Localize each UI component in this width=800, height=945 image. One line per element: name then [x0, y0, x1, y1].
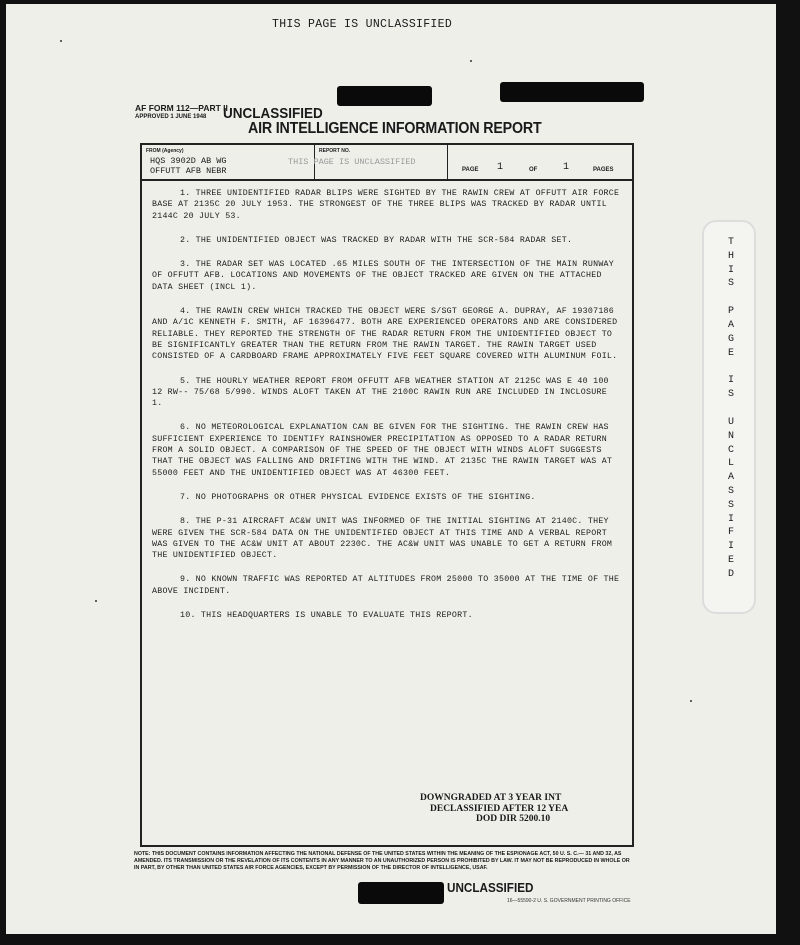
report-paragraph: 9. NO KNOWN TRAFFIC WAS REPORTED AT ALTITUDES FROM 25000 TO 35000 AT THE TIME OF THE ABOVE INCIDENT. [152, 575, 620, 596]
pages-label: PAGES [593, 167, 614, 173]
side-stamp-letter: E [727, 347, 734, 359]
form-identifier [135, 104, 228, 122]
side-stamp-letter: H [727, 250, 734, 262]
side-stamp-gap [726, 360, 736, 374]
side-stamp-letter: E [727, 554, 734, 566]
scan-speck [690, 700, 692, 702]
redaction-bar [500, 82, 644, 102]
report-paragraph: 7. NO PHOTOGRAPHS OR OTHER PHYSICAL EVIDENCE EXISTS OF THE SIGHTING. [180, 492, 536, 502]
header-divider [447, 145, 448, 179]
side-stamp-gap [726, 402, 736, 416]
report-paragraph: 3. THE RADAR SET WAS LOCATED .65 MILES SOUTH OF THE INTERSECTION OF THE MAIN RUNWAY OF OFFUTT AFB. LOCATIONS AND MOVEMENTS OF THE OBJECT TRACKED ARE GIVEN ON THE ATTACHED DATA SHEET (INCL 1). [152, 260, 615, 292]
side-stamp-letter: I [727, 375, 734, 387]
report-paragraph: 5. THE HOURLY WEATHER REPORT FROM OFFUTT AFB WEATHER STATION AT 2125C WAS E 40 100 12 RW-- 75/68 5/990. WINDS ALOFT TAKEN AT THE 2100C RAWIN RUN ARE INCLUDED IN INCLOSURE 1. [152, 376, 609, 409]
from-agency-line: OFFUTT AFB NEBR [150, 166, 227, 176]
from-label: FROM (Agency) [146, 148, 184, 154]
side-stamp-letter: S [727, 499, 734, 511]
downgrade-line: DOD DIR 5200.10 [476, 814, 551, 824]
redaction-bar [358, 882, 444, 904]
side-stamp-letter: T [727, 237, 734, 248]
page-number: 1 [497, 162, 504, 173]
side-stamp-letter: S [727, 485, 734, 497]
side-stamp-gap [726, 291, 736, 305]
of-label: OF [529, 167, 538, 173]
side-stamp-letter: S [727, 389, 734, 401]
report-title: AIR INTELLIGENCE INFORMATION REPORT [248, 120, 542, 137]
report-paragraph: 2. THE UNIDENTIFIED OBJECT WAS TRACKED BY RADAR WITH THE SCR-584 RADAR SET. [180, 235, 573, 245]
espionage-act-notice: NOTE: THIS DOCUMENT CONTAINS INFORMATION AFFECTING THE NATIONAL DEFENSE OF THE UNITED STATES WITHIN THE MEANING OF THE ESPIONAGE ACT, 50 U. S. C.— 31 AND 32, AS AMENDED. ITS TRANSMISSION OR THE REVELATION OF ITS CONTENTS IN ANY MANNER TO AN UNAUTHORIZED PERSON IS PROHIBITED BY LAW. IT MAY NOT BE REPRODUCED IN WHOLE OR IN PART, BY OTHER THAN UNITED STATES AIR FORCE AGENCIES, EXCEPT BY PERMISSION OF THE DIRECTOR OF INTELLIGENCE, USAF. [134, 851, 630, 872]
side-stamp-letter: I [727, 541, 734, 553]
report-paragraph: 4. THE RAWIN CREW WHICH TRACKED THE OBJECT WERE S/SGT GEORGE A. DUPRAY, AF 19307186 AND A/1C KENNETH F. SMITH, AF 16396477. BOTH ARE EXPERIENCED OPERATORS AND ARE CONSIDERED RELIABLE. THEY REPORTED THE STRENGTH OF THE RADAR RETURN FROM THE UNIDENTIFIED OBJECT TO BE SIGNIFICANTLY GREATER THAN THE RETURN FROM THE RAWIN TARGET. THE RAWIN TARGET USED CONSISTED OF A CARDBOARD FRAME APPROXIMATELY FIVE FEET SQUARE COVERED WITH ALUMINUM FOIL. [152, 307, 618, 362]
downgrade-line: DOWNGRADED AT 3 YEAR INT [420, 793, 562, 803]
side-stamp-letter: N [727, 430, 734, 442]
side-stamp-letter: I [727, 513, 734, 525]
classification-banner: THIS PAGE IS UNCLASSIFIED [272, 18, 453, 31]
report-body [152, 188, 622, 634]
side-stamp-letter: I [727, 264, 734, 276]
side-stamp-letter: D [727, 568, 734, 580]
side-stamp-letter: A [727, 319, 734, 331]
form-approval-date: APPROVED 1 JUNE 1948 [135, 114, 207, 120]
downgrade-line: DECLASSIFIED AFTER 12 YEA [430, 803, 569, 814]
printing-office-code: 16—55590-2 U. S. GOVERNMENT PRINTING OFFICE [507, 898, 631, 904]
report-paragraph: 6. NO METEOROLOGICAL EXPLANATION CAN BE GIVEN FOR THE SIGHTING. THE RAWIN CREW HAS SUFFICIENT EXPERIENCE TO IDENTIFY RAINSHOWER PRECIPITATION AS OPPOSED TO A RADAR RETURN FROM A SOLID OBJECT. A COMPARISON OF THE SPEED OF THE OBJECT WITH WINDS ALOFT SUGGESTS THAT THE OBJECT WAS FALLING AND DRIFTING WITH THE WIND. AT 2135C THE RAWIN TARGET WAS AT 55000 FEET AND THE UNIDENTIFIED OBJECT WAS AT 46300 FEET. [152, 423, 613, 478]
page-count: 1 [563, 162, 570, 173]
side-stamp-letter: F [727, 527, 734, 539]
from-agency [150, 156, 227, 176]
side-stamp-letter: C [727, 444, 734, 456]
redaction-bar [337, 86, 432, 106]
scan-speck [95, 600, 97, 602]
classification-stamp-bottom: UNCLASSIFIED [447, 880, 534, 895]
scan-speck [60, 40, 62, 42]
scan-speck [470, 60, 472, 62]
report-paragraph: 8. THE P-31 AIRCRAFT AC&W UNIT WAS INFORMED OF THE INITIAL SIGHTING AT 2140C. THEY WERE GIVEN THE SCR-584 DATA ON THE UNIDENTIFIED OBJECT AT THIS TIME AND A VERBAL REPORT WAS GIVEN TO THE AC&W UNIT AT ABOUT 2230C. THE AC&W UNIT WAS UNABLE TO GET A RETURN FROM THE UNIDENTIFIED OBJECT. [152, 517, 613, 561]
side-stamp-letter: A [727, 472, 734, 484]
report-header-row [142, 145, 632, 181]
report-no-label: REPORT NO. [319, 148, 351, 154]
side-stamp-letter: L [727, 458, 734, 470]
report-paragraph: 10. THIS HEADQUARTERS IS UNABLE TO EVALUATE THIS REPORT. [180, 611, 473, 621]
side-stamp-letter: U [727, 416, 734, 428]
from-agency-line: HQS 3902D AB WG [150, 156, 227, 166]
page-label: PAGE [462, 167, 479, 173]
report-paragraph: 1. THREE UNIDENTIFIED RADAR BLIPS WERE SIGHTED BY THE RAWIN CREW AT OFFUTT AIR FORCE BASE AT 2135C 20 JULY 1953. THE STRONGEST OF THE THREE BLIPS WAS TRACKED BY RADAR UNTIL 2144C 20 JULY 53. [152, 189, 620, 221]
vertical-classification-stamp [726, 236, 736, 582]
side-stamp-letter: G [727, 333, 734, 345]
form-number: AF FORM 112—PART II [135, 103, 228, 113]
faint-classification-stamp: THIS PAGE IS UNCLASSIFIED [288, 157, 416, 167]
classification-stamp-top: UNCLASSIFIED [223, 105, 323, 122]
downgrade-stamp [420, 793, 568, 825]
side-stamp-letter: S [727, 278, 734, 290]
side-stamp-letter: P [727, 306, 734, 318]
